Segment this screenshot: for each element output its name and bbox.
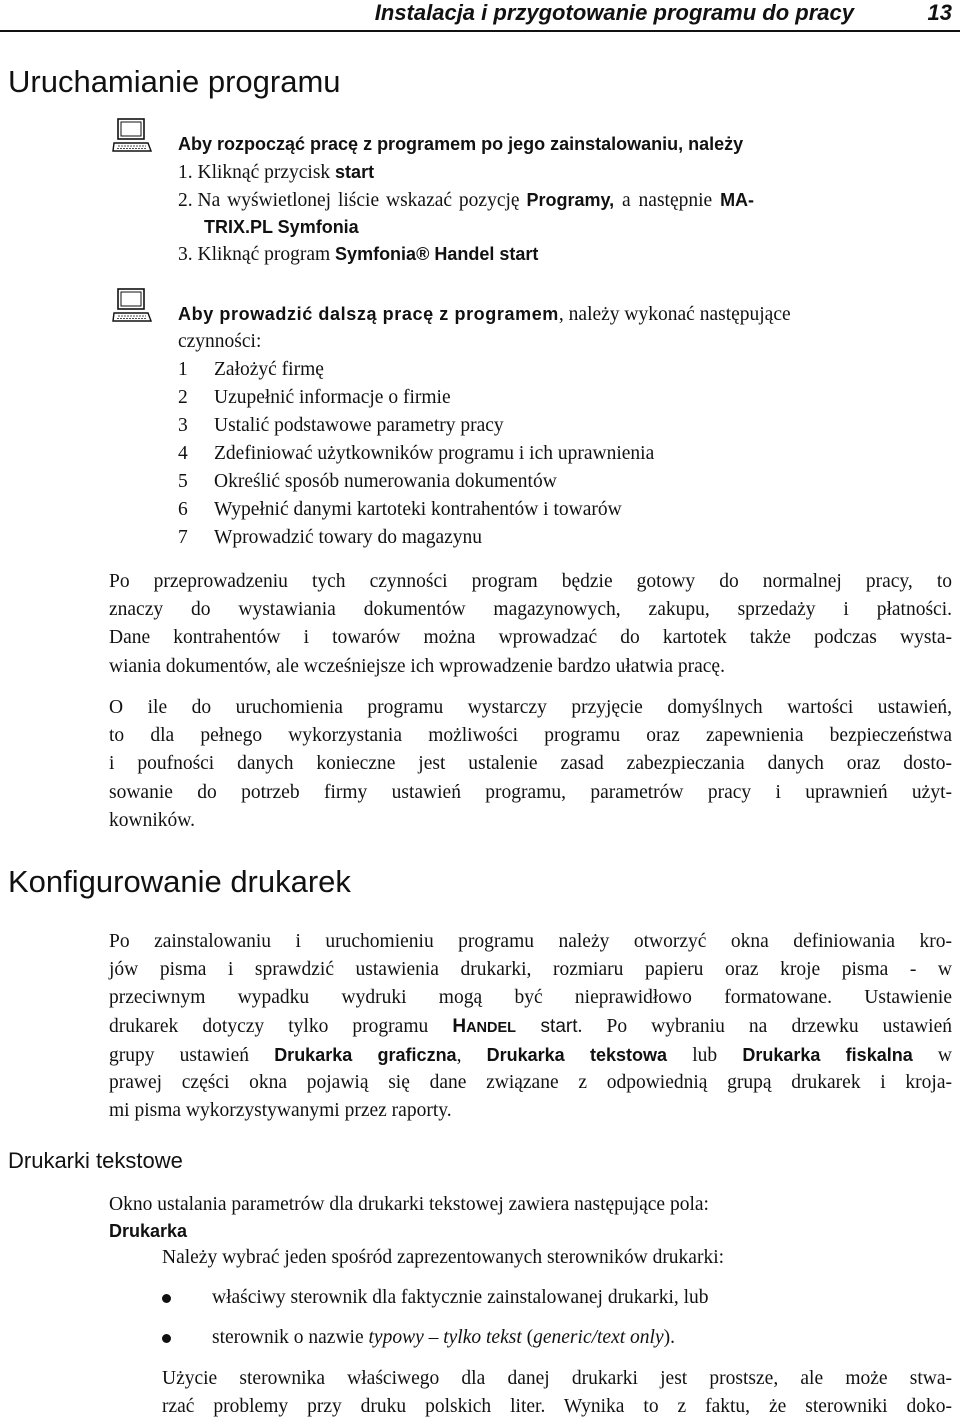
block2-intro [178, 300, 791, 329]
section-heading-uruchamianie: Uruchamianie programu [8, 64, 341, 99]
list-item: 5 Określić sposób numerowania dokumentów [178, 471, 557, 492]
bullet-item-1: właściwy sterownik dla faktycznie zainstalowanej drukarki, lub [212, 1287, 709, 1308]
step2-text-b: a następnie [614, 190, 721, 211]
list-item: 4 Zdefiniować użytkowników programu i ich uprawnienia [178, 443, 655, 464]
step2 [178, 186, 950, 215]
running-header-title: Instalacja i przygotowanie programu do pracy [374, 0, 854, 25]
bullet-dot [162, 1334, 171, 1343]
step3-number: 3. [178, 244, 193, 265]
block2-intro-bold: Aby prowadzić dalszą pracę z programem [178, 304, 559, 324]
paragraph-after-setup: Po przeprowadzeniu tych czynności program będzie gotowy do normalnej pracy, to znaczy do wystawiania dokumentów magazynowych, zakupu, sprzedaży i płatności. Dane kontrahentów i towarów można wprowadzać do kartotek także podczas wysta- wiania dokumentów, ale wcześniejsze ich wprowadzenie bardzo ułatwia pracę. [109, 571, 952, 677]
step1 [178, 158, 374, 187]
paragraph-printers: Po zainstalowaniu i uruchomieniu programu należy otworzyć okna definiowania kro- jów pisma i sprawdzić ustawienia drukarki, rozmiaru papieru oraz kroje pisma - w przeciwnym wypadku wydruki mogą być nieprawidłowo formatowane. Ustawienie drukarek dotyczy tylko programu HANDEL start. Po wybraniu na drzewku ustawień grupy ustawień Drukarka graficzna, Drukarka tekstowa lub Drukarka fiskalna w prawej części okna pojawią się dane związane z odpowiednią grupą drukarek i kroja- mi pisma wykorzystywanymi przez raporty. [109, 931, 953, 1122]
field-description: Należy wybrać jeden spośród zaprezentowanych sterowników drukarki: [162, 1247, 725, 1268]
step1-number: 1. [178, 162, 193, 183]
bullet-dot [162, 1294, 171, 1303]
block2-intro-line2: czynności: [178, 331, 262, 352]
list-item: 6 Wypełnić danymi kartoteki kontrahentów i towarów [178, 499, 622, 520]
step3 [178, 240, 538, 269]
block1-intro: Aby rozpocząć pracę z programem po jego zainstalowaniu, należy [178, 134, 744, 154]
computer-icon [112, 118, 152, 154]
paragraph-closing: Użycie sterownika właściwego dla danej drukarki jest prostsze, ale może stwa- rzać problemy przy druku polskich liter. Wynika to z faktu, że sterowniki doko- [162, 1368, 952, 1418]
step2-number: 2. [178, 190, 193, 211]
step3-bold: Symfonia® Handel start [335, 244, 539, 264]
block2-intro-rest: , należy wykonać następujące [558, 304, 791, 325]
paragraph-settings: O ile do uruchomienia programu wystarczy przyjęcie domyślnych wartości ustawień, to dla pełnego wykorzystania możliwości programu oraz zapewnienia bezpieczeństwa i poufności danych konieczne jest ustalenie zasad zabezpieczania danych oraz dosto- sowanie do potrzeb firmy ustawień programu, parametrów pracy i uprawnień użyt- kowników. [109, 697, 952, 831]
step2-programy: Programy, [526, 190, 615, 210]
step2-matrix-b: TRIX.PL Symfonia [204, 217, 359, 237]
step1-bold: start [335, 162, 375, 182]
section-heading-konfigurowanie: Konfigurowanie drukarek [8, 864, 351, 899]
step2-matrix-a: MA- [720, 190, 755, 210]
subsection-intro: Okno ustalania parametrów dla drukarki tekstowej zawiera następujące pola: [109, 1194, 709, 1215]
header-rule [0, 30, 960, 32]
step1-text: Kliknąć przycisk [197, 162, 336, 183]
list-item: 3 Ustalić podstawowe parametry pracy [178, 415, 504, 436]
page-number: 13 [927, 0, 952, 25]
computer-icon [112, 288, 152, 324]
list-item: 1 Założyć firmę [178, 359, 324, 380]
bullet-item-2: sterownik o nazwie typowy – tylko tekst (generic/text only). [212, 1327, 675, 1348]
field-label-drukarka: Drukarka [109, 1221, 188, 1241]
running-header [0, 0, 960, 30]
list-item: 2 Uzupełnić informacje o firmie [178, 387, 451, 408]
step2-text-a: Na wyświetlonej liście wskazać pozycję [197, 190, 527, 211]
subsection-heading-drukarki-tekstowe: Drukarki tekstowe [8, 1148, 183, 1173]
list-item: 7 Wprowadzić towary do magazynu [178, 527, 483, 548]
step3-text: Kliknąć program [197, 244, 336, 265]
